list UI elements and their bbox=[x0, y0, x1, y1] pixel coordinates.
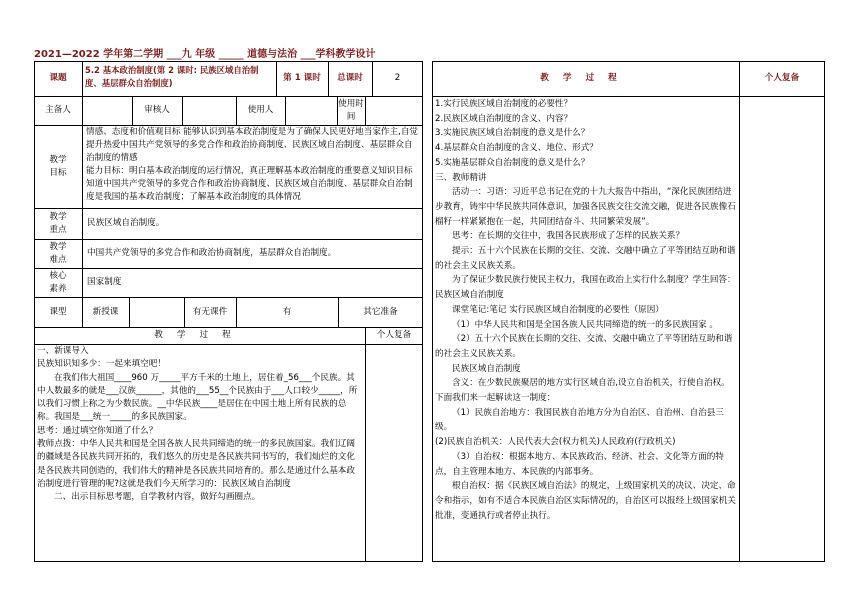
process-line: 5.实施基层群众自治制度的意义是什么？ bbox=[435, 157, 590, 168]
process-line: 提示：五十六个民族在长期的交往、交流、交融中确立了平等团结互助和谐的社会主义民族关系。 bbox=[435, 246, 736, 271]
process-line: 活动一：习语：习近平总书记在党的十九大报告中指出，“深化民族团结进步教育，铸牢中华民族共同体意识，加强各民族交往交流交融，促进各民族像石榴籽一样紧紧抱在一起，共同团结奋斗、共同繁荣发展”。 bbox=[435, 187, 736, 227]
teacher-note: 教师点拨：中华人民共和国是全国各族人民共同缔造的统一的多民族国家。我们辽阔的疆域是各民族共同开拓的，我们悠久的历史是各民族共同书写的，我们灿烂的文化是各民族共同创造的，我们伟大的精神是各民族共同培育的。那么是通过什么基本政治制度进行管理的呢?这就是我们今天所学习的：民族区域自治制度 bbox=[37, 439, 355, 489]
key-point-text: 民族区域自治制度。 bbox=[87, 218, 165, 228]
goal-emotion: 情感、态度和价值观目标 能够认识到基本政治制度是为了确保人民更好地当家作主,自觉提升热爱中国共产党领导的多党合作和政治协商制度、民族区域自治制度、基层群众自治制度的情感 bbox=[86, 127, 419, 163]
process-line: 3.实施民族区域自治制度的意义是什么？ bbox=[435, 128, 590, 139]
intro-heading: 一、新课导入 bbox=[37, 346, 89, 356]
core-literacy-text: 国家制度 bbox=[87, 277, 122, 287]
courseware-value: 有 bbox=[282, 306, 292, 317]
use-time-label: 使用时间 bbox=[338, 98, 364, 122]
process-line: 三、教师精讲 bbox=[435, 172, 487, 183]
process-line: (2)民族自治机关：人民代表大会(权力机关)人民政府(行政机关) bbox=[435, 437, 676, 448]
process-line: （1）民族自治地方：我国民族自治地方分为自治区、自治州、自治县三级。 bbox=[435, 407, 724, 433]
process-body-right bbox=[435, 97, 736, 559]
core-literacy-label: 核心素养 bbox=[49, 270, 67, 294]
process-line: 为了保证少数民族行使民主权力，我国在政治上实行什么制度？学生回答：民族区域自治制度 bbox=[435, 275, 736, 301]
process-line: 2.民族区域自治制度的含义、内容？ bbox=[435, 113, 573, 124]
process-line: 课堂笔记:笔记 实行民族区域自治制度的必要性（原因） bbox=[452, 304, 664, 315]
difficulty-label: 教学难点 bbox=[49, 241, 67, 265]
difficulty-text: 中国共产党领导的多党合作和政治协商制度，基层群众自治制度。 bbox=[87, 248, 337, 258]
goals-instruction: 二、出示目标思考题，自学教材内容，做好勾画圈点。 bbox=[54, 492, 261, 503]
document-header: 2021—2022 学年第二学期 ___九 年级 _____ 道德与法治 ___学科教学设计 bbox=[34, 49, 376, 60]
think-question: 思考：通过填空你知道了什么？ bbox=[37, 425, 158, 436]
process-header-right: 教学过程 bbox=[540, 73, 631, 83]
process-line: 根自治权：据《民族区域自治法》的规定，上级国家机关的决议、决定、命令和指示，如有不适合本民族自治区实际情况的，自治区可以报经上级国家机关批准，变通执行或者停止执行。 bbox=[435, 481, 736, 521]
period-label: 第 1 课时 bbox=[283, 73, 321, 83]
fill-blank-text: 在我们伟大祖国____960 万_____平方千米的土地上，居住着_56___个民族。其中人数最多的就是___汉族______，其他的___55__个民族由于___人口较少_____，所以我们习惯上称之为少数民族。__中华民族____是居住在中国土地上所有民族的总称。我国是___统一_____的多民族国家。 bbox=[37, 372, 358, 423]
process-line: 思考：在长期的交往中，我国各民族形成了怎样的民族关系？ bbox=[452, 231, 685, 242]
personal-review-header-right: 个人复备 bbox=[764, 73, 800, 83]
process-line: （2）五十六个民族在长期的交往、交流、交融中确立了平等团结互助和谐的社会主义民族关系。 bbox=[435, 334, 733, 359]
process-header-left: 教学过程 bbox=[154, 330, 245, 340]
process-body-left bbox=[37, 345, 362, 559]
process-line: （3）自治权：根据本地方、本民族政治、经济、社会、文化等方面的特点，自主管理本地方、本民族的内部事务。 bbox=[435, 451, 724, 477]
lesson-type-label: 课型 bbox=[49, 306, 67, 317]
courseware-label: 有无课件 bbox=[192, 306, 228, 317]
process-line: 含义：在少数民族聚居的地方实行区域自治,设立自治机关，行使自治权。下面我们来一起解读这一制度： bbox=[435, 378, 730, 404]
key-point-label: 教学重点 bbox=[49, 211, 67, 235]
lesson-type-value: 新授课 bbox=[92, 306, 119, 317]
goal-ability-knowledge: 能力目标：明白基本政治制度的运行情况，真正理解基本政治制度的重要意义知识目标 知道中国共产党领导的多党合作和政治协商制度、民族区域自治制度、基层群众自治制度是我国的基本政治制度；了解基本政治制度的具体情况 bbox=[86, 166, 413, 202]
total-periods-label: 总课时 bbox=[337, 73, 363, 83]
total-periods-value: 2 bbox=[394, 73, 401, 83]
goals-label: 教学目标 bbox=[49, 154, 67, 178]
process-line: （1）中华人民共和国是全国各族人民共同缔造的统一的多民族国家 。 bbox=[452, 319, 719, 330]
topic-label: 课题 bbox=[49, 73, 67, 83]
user-label: 使用人 bbox=[247, 105, 274, 115]
reviewer-label: 审核人 bbox=[144, 105, 170, 115]
other-prep-label: 其它准备 bbox=[363, 306, 398, 317]
quiz-prompt: 民族知识知多少：一起来填空吧！ bbox=[37, 359, 166, 370]
personal-review-header-left: 个人复备 bbox=[376, 330, 412, 340]
topic-value: 5.2 基本政治制度(第 2 课时: 民族区域自治制度、基层群众自治制度) bbox=[85, 65, 259, 88]
process-line: 1.实行民族区域自治制度的必要性？ bbox=[435, 99, 573, 109]
process-line: 民族区域自治制度 bbox=[452, 363, 521, 374]
preparer-label: 主备人 bbox=[45, 105, 71, 115]
process-line: 4.基层群众自治制度的含义、地位、形式？ bbox=[435, 143, 598, 154]
teaching-goals bbox=[86, 126, 420, 208]
